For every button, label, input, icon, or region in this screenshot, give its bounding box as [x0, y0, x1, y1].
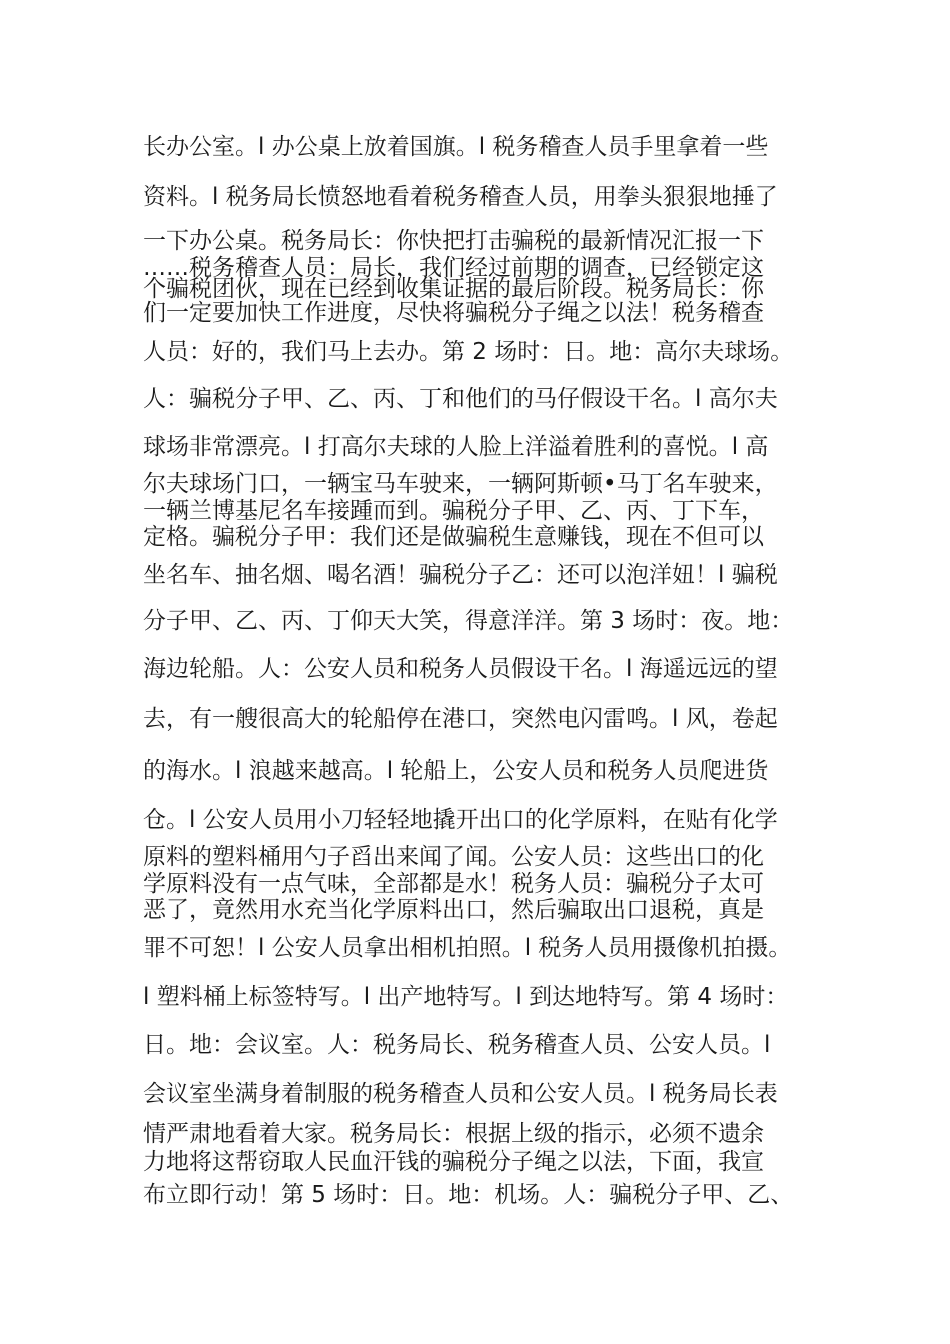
- text-line: 力地将这帮窃取人民血汗钱的骗税分子绳之以法，下面，我宣: [143, 1149, 764, 1175]
- text-line: 去，有一艘很高大的轮船停在港口，突然电闪雷鸣。l 风，卷起: [143, 706, 778, 732]
- text-line: 罪不可恕！l 公安人员拿出相机拍照。l 税务人员用摄像机拍摄。: [143, 935, 792, 961]
- text-line: 一下办公桌。税务局长：你快把打击骗税的最新情况汇报一下: [143, 228, 764, 254]
- text-line: 们一定要加快工作进度，尽快将骗税分子绳之以法！税务稽查: [143, 300, 764, 326]
- text-line: 情严肃地看着大家。税务局长：根据上级的指示，必须不遗余: [143, 1121, 764, 1147]
- text-line: 日。地：会议室。人：税务局长、税务稽查人员、公安人员。l: [143, 1032, 771, 1058]
- text-line: 个骗税团伙，现在已经到收集证据的最后阶段。税务局长：你: [143, 276, 764, 302]
- text-line: l 塑料桶上标签特写。l 出产地特写。l 到达地特写。第 4 场时：: [143, 984, 789, 1010]
- text-line: 一辆兰博基尼名车接踵而到。骗税分子甲、乙、丙、丁下车，: [143, 498, 764, 524]
- text-line: 资料。l 税务局长愤怒地看着税务稽查人员，用拳头狠狠地捶了: [143, 184, 778, 210]
- text-line: 长办公室。l 办公桌上放着国旗。l 税务稽查人员手里拿着一些: [143, 134, 769, 160]
- text-line: 球场非常漂亮。l 打高尔夫球的人脸上洋溢着胜利的喜悦。l 高: [143, 434, 769, 460]
- text-line: 海边轮船。人：公安人员和税务人员假设干名。l 海遥远远的望: [143, 656, 778, 682]
- text-line: 坐名车、抽名烟、喝名酒！骗税分子乙：还可以泡洋妞！l 骗税: [143, 562, 778, 588]
- text-line: 学原料没有一点气味，全部都是水！税务人员：骗税分子太可: [143, 871, 764, 897]
- text-line: 尔夫球场门口，一辆宝马车驶来，一辆阿斯顿•马丁名车驶来，: [143, 471, 778, 497]
- text-line: 人：骗税分子甲、乙、丙、丁和他们的马仔假设干名。l 高尔夫: [143, 386, 778, 412]
- text-line: 人员：好的，我们马上去办。第 2 场时：日。地：高尔夫球场。: [143, 339, 794, 365]
- text-line: 定格。骗税分子甲：我们还是做骗税生意赚钱，现在不但可以: [143, 524, 764, 550]
- text-line: 恶了，竟然用水充当化学原料出口，然后骗取出口退税，真是: [143, 897, 764, 923]
- text-line: 分子甲、乙、丙、丁仰天大笑，得意洋洋。第 3 场时：夜。地：: [143, 608, 794, 634]
- text-line: 会议室坐满身着制服的税务稽查人员和公安人员。l 税务局长表: [143, 1081, 778, 1107]
- text-line: 原料的塑料桶用勺子舀出来闻了闻。公安人员：这些出口的化: [143, 844, 764, 870]
- text-line: 布立即行动！第 5 场时：日。地：机场。人：骗税分子甲、乙、: [143, 1182, 794, 1208]
- text-line: ……税务稽查人员：局长，我们经过前期的调查，已经锁定这: [143, 255, 764, 281]
- text-line: 仓。l 公安人员用小刀轻轻地撬开出口的化学原料，在贴有化学: [143, 807, 778, 833]
- text-line: 的海水。l 浪越来越高。l 轮船上，公安人员和税务人员爬进货: [143, 758, 769, 784]
